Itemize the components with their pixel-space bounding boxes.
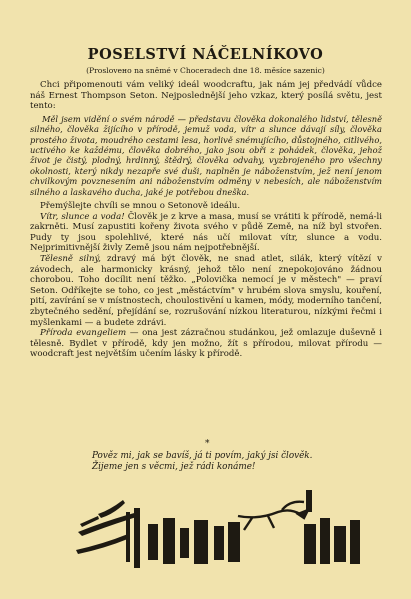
poem-line-2: Žijeme jen s věcmi, jež rádi konáme! [92,461,256,472]
text-wind-sun-water: Člověk je z krve a masa, musí se vrátiti k přírodě, nemá-li zakrněti. Musí zapustiti kořeny života svého v půdě Země, na níž byl stvořen. Pudy ty jsou spolehlivé, které nás učí milovat vítr, slunce a vodu. Nejprimitivnější živly Země jsou nám nejpotřebnější. [30,211,382,254]
page-subtitle: (Proslovено na sněmé v Choceradech dne 18. měsíce sazenic) [86,66,325,75]
woodcut-illustration [68,490,368,570]
ground-blocks-icon [148,518,360,564]
paragraph-nature-gospel [30,328,382,360]
article-body [30,80,382,360]
leaping-animal-icon [238,502,308,530]
lead-wind-sun-water: Vítr, slunce a voda! [40,211,125,222]
intro-paragraph: Chci připomenouti vám veliký ideál woodcraftu, jak nám jej předvádí vůdce náš Ernest Thompson Seton. Nejposlednější jeho vzkaz, který posílá světu, jest tento: [30,80,382,112]
paragraph-ideal: Přemýšlejte chvíli se mnou o Setonově ideálu. [40,201,241,212]
seton-quote: Měl jsem vidění o svém národě — představu člověka dokonalého lidství, tělesně silného, člověka žijícího v přírodě, jemuž voda, vítr a slunce dávají síly, člověka prostého života, moudrého cestami lesa, horlivě snémujícího, důstojného, citlivého, uctivého ke každému, člověka dobrého, jako jsou obři z pohádek, člověka, jehož život je čistý, plodný, hrdinný, štědrý, člověka odvahy, vyzbrojeného pro všechny okolnosti, který nikdy nezapře své duši, naplněn je náboženstvím, jež není jenom chvilkovým povznesením ani náboženstvím odměny v nebesích, ale náboženstvím silného a laskavého ducha, jaké je potřebou dneška. [30,113,382,197]
paragraph-wind-sun-water [30,212,382,254]
poem-line-1: Pověz mi, jak se bavíš, já ti povím, jaký jsi člověk. [92,451,313,461]
closing-poem [92,451,312,472]
paragraph-physically-strong [30,254,382,328]
page-title: POSELSTVÍ NÁČELNÍKOVO [87,46,324,63]
right-tree-icon [306,490,312,512]
tree-icon [76,500,140,568]
text-physically-strong: zdravý má být člověk, ne snad atlet, silák, který vítězí v závodech, ale harmonicky krásný, jehož tělo není znepokojováno žádnou chorobou. Toho docílit není těžko. „Polovička nemocí je v městech" — praví Seton. Odříkejte se toho, co jest „městáctvím" v hrubém slova smyslu, kouření, pití, zavírání se v místnostech, choulostivění u kamen, módy, moderního tančení, zbytečného sedění, přejídání se, rozrušování nízkou literaturou, nízkými řečmi i myšlenkami — a budete zdrávi. [30,254,382,328]
lead-nature-gospel: Příroda evangeliem [40,328,127,339]
lead-physically-strong: Tělesně silný, [40,254,101,264]
section-star: * [205,439,210,449]
text-nature-gospel: — ona jest zázračnou studánkou, jež omlazuje duševně i tělesně. Bydlet v přírodě, kdy jen možno, žít s přírodou, milovat přírodu — woodcraft jest největším učením lásky k přírodě. [30,328,382,360]
